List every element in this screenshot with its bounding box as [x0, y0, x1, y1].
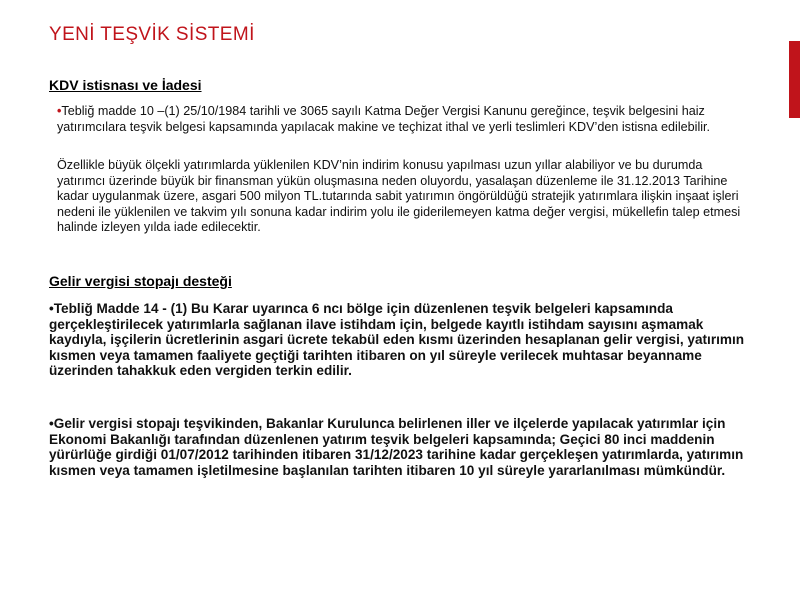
section-heading-kdv: KDV istisnası ve İadesi [49, 77, 202, 93]
slide-title: YENİ TEŞVİK SİSTEMİ [49, 24, 255, 45]
gelir-paragraph-1-text: Tebliğ Madde 14 - (1) Bu Karar uyarınca 6 ncı bölge için düzenlenen teşvik belgeleri kapsamında gerçekleştirilecek yatırımlarla sağlanan ilave istihdam için, belgede kayıtlı istihdam sayısını aşmamak kaydıyla, işçilerin ücretlerinin asgari ücrete tekabül eden kısmı üzerinden hesaplanan gelir vergisi, yatırımın kısmen veya tamamen faaliyete geçtiği tarihten itibaren on yıl süreyle verilecek muhtasar beyanname üzerinden tahakkuk eden vergiden terkin edilir. [49, 301, 745, 379]
kdv-paragraph-1 [57, 104, 747, 135]
gelir-paragraph-2 [49, 416, 759, 478]
kdv-paragraph-1-text: Tebliğ madde 10 –(1) 25/10/1984 tarihli ve 3065 sayılı Katma Değer Vergisi Kanunu gereğince, teşvik belgesini haiz yatırımcılara teşvik belgesi kapsamında yapılacak makine ve teçhizat ithal ve yerli teslimleri KDV’den istisna edilebilir. [57, 104, 711, 134]
gelir-paragraph-1 [49, 301, 759, 379]
kdv-paragraph-2: Özellikle büyük ölçekli yatırımlarda yüklenilen KDV’nin indirim konusu yapılması uzun yıllar alabiliyor ve bu durumda yatırımcı üzerinde büyük bir finansman yükün oluşmasına neden oluyordu, yasalaşan düzenleme ile 31.12.2013 Tarihine kadar uygulanmak üzere, asgari 500 milyon TL.tutarında sabit yatırımın öngörüldüğü stratejik yatırımlara ilişkin inşaat işleri nedeni ile yüklenilen ve takvim yılı sonuna kadar indirim yolu ile giderilemeyen katma değer vergisi, mükellefin talep etmesi halinde izleyen yılda iade edilecektir. [57, 158, 741, 234]
gelir-paragraph-2-text: Gelir vergisi stopajı teşvikinden, Bakanlar Kurulunca belirlenen iller ve ilçelerde yapılacak yatırımlar için Ekonomi Bakanlığı tarafından düzenlenen yatırım teşvik belgeleri kapsamında; Geçici 80 inci maddenin yürürlüğe girdiği 01/07/2012 tarihinden itibaren 31/12/2023 tarihine kadar gerçekleşen yatırımlarda, yatırımın kısmen veya tamamen işletilmesine başlanılan tarihten itibaren 10 yıl süreyle yararlanılması mümkündür. [49, 416, 744, 478]
bullet-marker: • [57, 104, 62, 118]
accent-bar [789, 41, 800, 118]
bullet-marker: • [49, 301, 54, 316]
bullet-marker: • [49, 416, 54, 431]
section-heading-gelir: Gelir vergisi stopajı desteği [49, 273, 232, 289]
